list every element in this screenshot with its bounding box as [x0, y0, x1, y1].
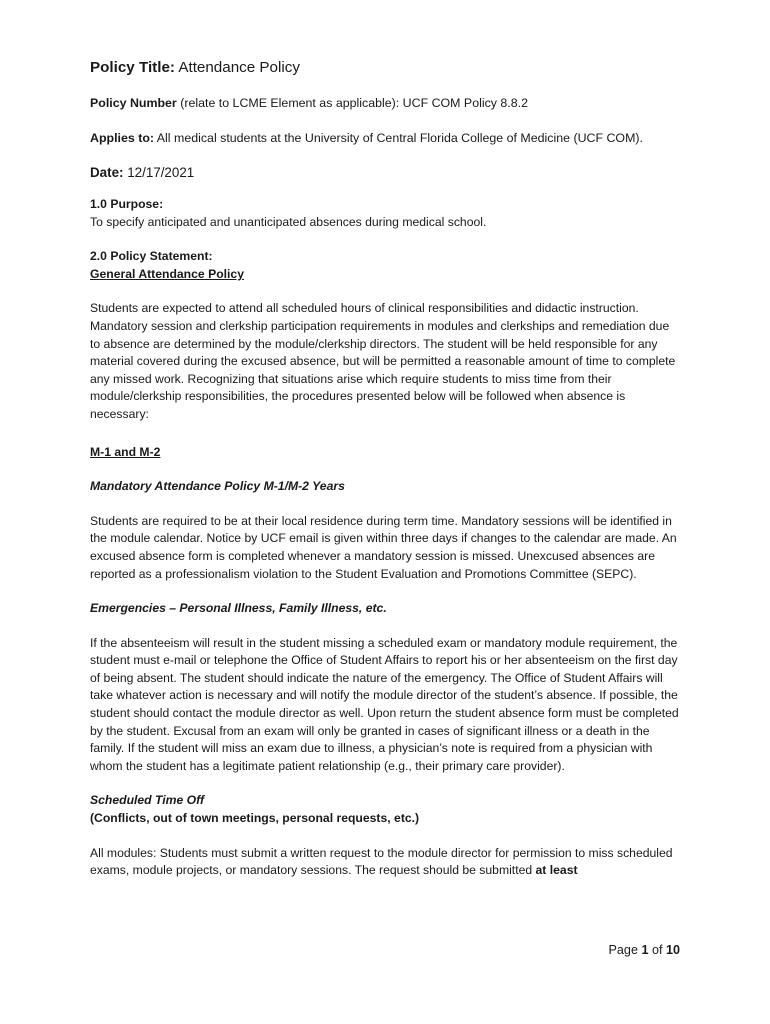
- applies-to-label: Applies to:: [90, 131, 155, 145]
- policy-title-label: Policy Title:: [90, 59, 175, 76]
- m1-m2-heading: M-1 and M-2: [90, 444, 161, 459]
- emergencies-heading: Emergencies – Personal Illness, Family Illness, etc.: [90, 601, 387, 616]
- date-value: 12/17/2021: [123, 165, 195, 180]
- policy-number-note: (relate to LCME Element as applicable): [176, 96, 396, 110]
- mandatory-attendance-heading: Mandatory Attendance Policy M-1/M-2 Years: [90, 479, 345, 494]
- mandatory-attendance-paragraph: Students are required to be at their local residence during term time. Mandatory sessions will be identified in the module calendar. Notice by UCF email is given within three days if changes to the calendar are made. An excused absence form is completed whenever a mandatory session is missed. Unexcused absences are reported as a professionalism violation to the Student Evaluation and Promotions Committee (SEPC).: [90, 513, 677, 581]
- policy-statement-heading: 2.0 Policy Statement:: [90, 249, 213, 264]
- page-label: Page: [608, 943, 642, 957]
- general-attendance-paragraph: Students are expected to attend all scheduled hours of clinical responsibilities and didactic instruction. Mandatory session and clerkship participation requirements in modules and clerkships and remediation due to absence are determined by the module/clerkship directors. The student will be held responsible for any material covered during the excused absence, but will be permitted a reasonable amount of time to complete any missed work. Recognizing that situations arise which require students to miss time from their module/clerkship responsibilities, the procedures presented below will be followed when absence is necessary:: [90, 301, 676, 421]
- page-current: 1: [641, 943, 649, 957]
- purpose-heading: 1.0 Purpose:: [90, 197, 164, 211]
- page-total: 10: [665, 943, 680, 957]
- policy-title-line: [90, 58, 680, 78]
- scheduled-paragraph-bold: at least: [535, 863, 578, 878]
- policy-number-value: : UCF COM Policy 8.8.2: [395, 96, 528, 110]
- page-footer: [609, 943, 680, 957]
- policy-number-line: [90, 94, 680, 112]
- policy-number-label: Policy Number: [90, 96, 177, 110]
- scheduled-time-off-paragraph: [90, 845, 680, 880]
- applies-to-line: [90, 129, 680, 147]
- purpose-text: To specify anticipated and unanticipated absences during medical school.: [90, 214, 487, 229]
- date-label: Date:: [90, 165, 124, 180]
- page-of: of: [648, 943, 666, 957]
- scheduled-time-off-subheading: (Conflicts, out of town meetings, personal requests, etc.): [90, 811, 420, 826]
- scheduled-paragraph-text: All modules: Students must submit a written request to the module director for permission to miss scheduled exams, module projects, or mandatory sessions. The request should be submitted: [90, 845, 673, 878]
- general-attendance-heading: General Attendance Policy: [90, 266, 244, 281]
- document-body: [90, 58, 680, 880]
- applies-to-value: All medical students at the University of Central Florida College of Medicine (UCF COM).: [154, 131, 643, 145]
- policy-title-value: Attendance Policy: [174, 59, 300, 76]
- date-line: [90, 164, 680, 182]
- scheduled-time-off-heading: Scheduled Time Off: [90, 793, 205, 808]
- emergencies-paragraph: If the absenteeism will result in the student missing a scheduled exam or mandatory module requirement, the student must e-mail or telephone the Office of Student Affairs to report his or her absenteeism on the first day of being absent. The student should indicate the nature of the emergency. The Office of Student Affairs will take whatever action is necessary and will notify the module director of the student’s absence. If possible, the student should contact the module director as well. Upon return the student absence form must be completed by the student. Excusal from an exam will only be granted in cases of significant illness or a death in the family. If the student will miss an exam due to illness, a physician’s note is required from a physician with whom the student has a legitimate patient relationship (e.g., their primary care provider).: [90, 635, 679, 773]
